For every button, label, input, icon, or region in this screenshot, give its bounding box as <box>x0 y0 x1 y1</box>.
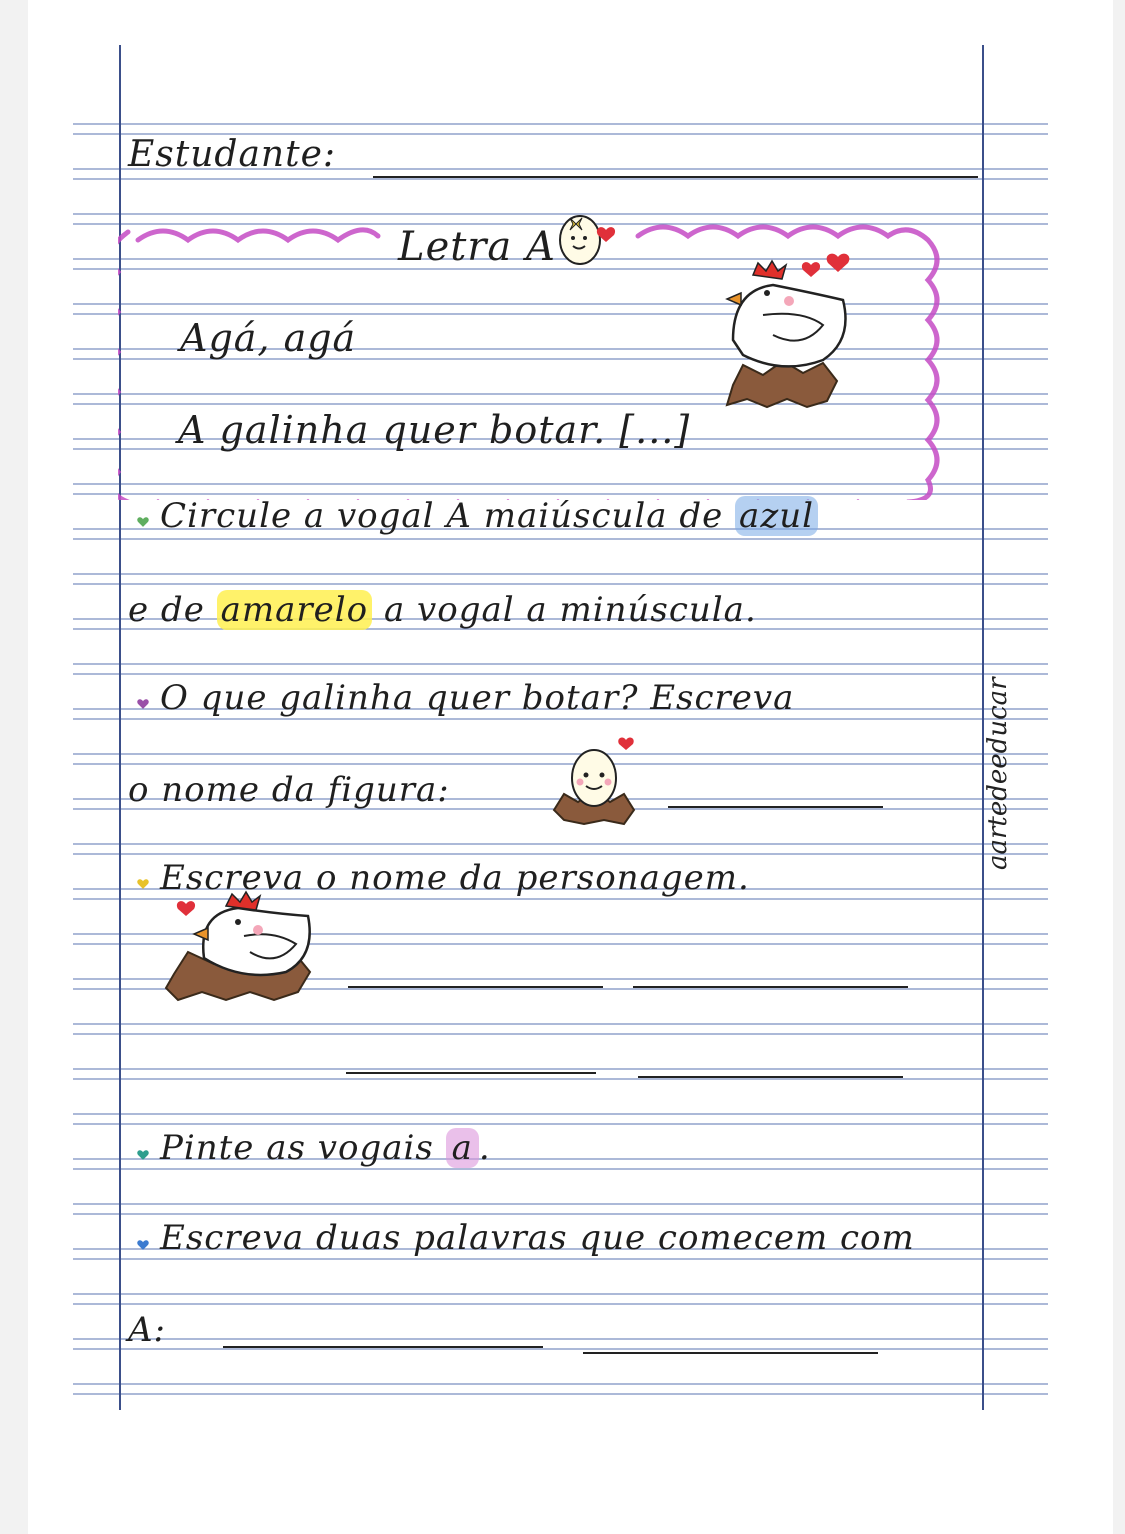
answer-line-character-3[interactable] <box>346 1072 596 1074</box>
bullet-heart-icon <box>136 1238 150 1252</box>
task-4-period: . <box>478 1128 491 1168</box>
student-name-line[interactable] <box>373 176 978 178</box>
task-1-text-a: Circule a vogal A maiúscula de <box>160 496 724 536</box>
egg-face-icon <box>556 208 626 272</box>
bullet-heart-icon <box>136 697 150 711</box>
task-4-text: Pinte as vogais <box>160 1128 434 1168</box>
task-1-blue-word: azul <box>735 496 818 536</box>
task-3-text: Escreva o nome da personagem. <box>160 858 750 898</box>
hen-icon <box>693 245 853 415</box>
task-1-yellow-word: amarelo <box>217 590 373 630</box>
task-1-line-1 <box>160 496 818 536</box>
task-1-text-b: e de <box>128 590 205 630</box>
answer-line-character-4[interactable] <box>638 1076 903 1078</box>
task-5-line-2: A: <box>128 1310 167 1350</box>
task-1-line-2 <box>128 590 757 630</box>
hen-icon <box>148 888 348 1028</box>
bullet-heart-icon <box>136 515 150 529</box>
watermark: aartedeeducar <box>983 677 1013 870</box>
answer-line-character-2[interactable] <box>633 986 908 988</box>
task-4-line <box>160 1128 491 1168</box>
egg-icon <box>546 730 646 830</box>
bullet-heart-icon <box>136 1148 150 1162</box>
answer-line-word-2[interactable] <box>583 1352 878 1354</box>
task-1-text-c: a vogal a minúscula. <box>383 590 757 630</box>
notebook-page <box>28 0 1113 1534</box>
task-2-line-2: o nome da figura: <box>128 770 450 810</box>
answer-line-word-1[interactable] <box>223 1346 543 1348</box>
poem-line-1: Agá, agá <box>180 316 357 360</box>
answer-line-egg[interactable] <box>668 806 883 808</box>
worksheet-title: Letra A <box>398 224 556 270</box>
student-label: Estudante: <box>128 134 336 175</box>
task-5-line-1: Escreva duas palavras que comecem com <box>160 1218 915 1258</box>
task-4-letter: a <box>446 1128 479 1168</box>
task-2-line-1: O que galinha quer botar? Escreva <box>160 678 795 718</box>
answer-line-character-1[interactable] <box>348 986 603 988</box>
poem-line-2: A galinha quer botar. [...] <box>178 408 691 452</box>
